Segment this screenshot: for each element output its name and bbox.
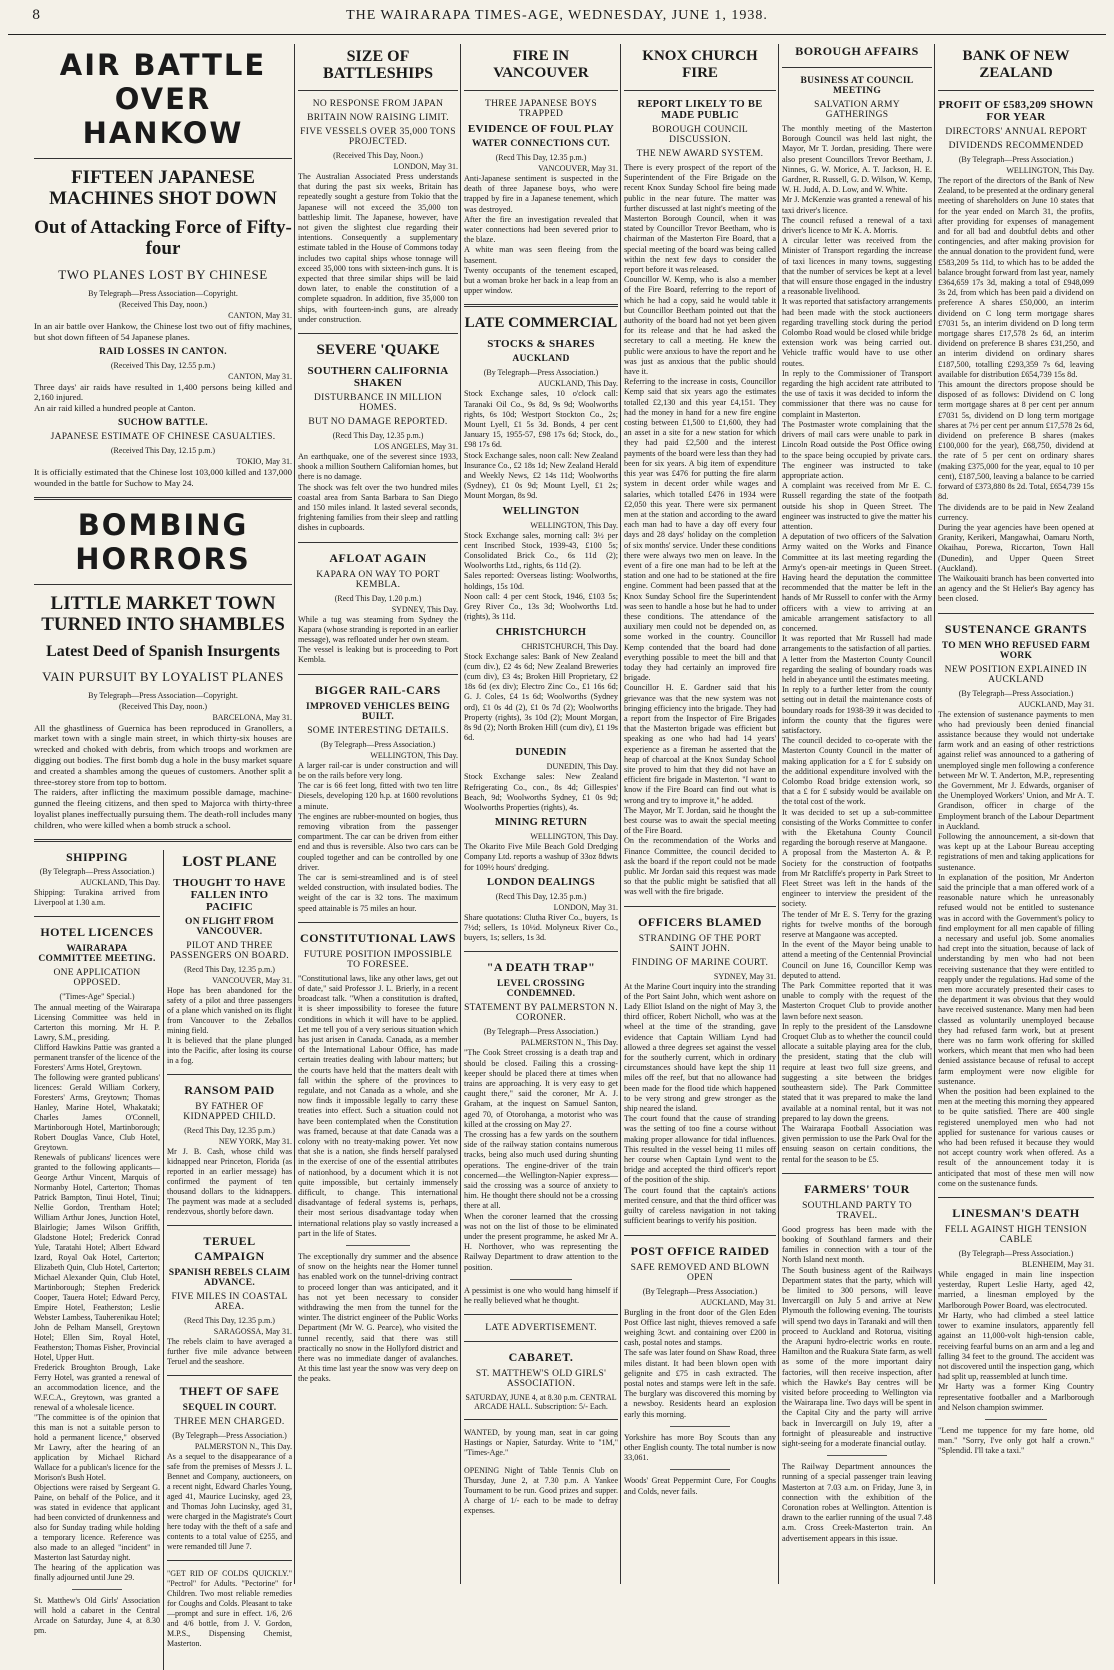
headline-severe-quake: SEVERE 'QUAKE [316, 342, 440, 359]
subhead: BY FATHER OF KIDNAPPED CHILD. [183, 1101, 276, 1122]
subhead: THREE MEN CHARGED. [174, 1416, 285, 1427]
paragraph: It was reported that Mr Russell had made arrangements to the satisfaction of all parties. [782, 634, 932, 654]
subhead: IMPROVED VEHICLES BEING BUILT. [306, 701, 450, 722]
subhead: SPANISH REBELS CLAIM ADVANCE. [168, 1267, 291, 1288]
divider [782, 1173, 932, 1174]
divider [298, 90, 458, 91]
dateline: WELLINGTON, This Day. [530, 832, 618, 842]
paragraph: Mr J. B. Cash, whose child was kidnapped near Princeton, Florida (as reported in an earlier message) has confirmed the payment of ten thousand dollars to the kidnappers. The payment was made at a secluded rendezvous, shortly before dawn. [167, 1146, 292, 1216]
column-1a [34, 850, 160, 1670]
dateline: NEW YORK, May 31. [218, 1136, 292, 1146]
subhead: THE NEW AWARD SYSTEM. [636, 149, 764, 159]
headline-shipping: SHIPPING [65, 849, 128, 864]
paragraph: The South business agent of the Railways Department states that the party, which will be limited to 300 persons, will leave Invercargill on July 5 and arrive at New Plymouth the following evening. The tourists will spend two days in Taranaki and will then proceed to Auckland and Rotorua, visiting the Arapuni hydro-electric works en route. Hamilton and the Ruakura State farm, as well as some of the more important dairy factories, will then receive inspection, after which the Hawke's Bay centres will be visited before proceeding to Wellington via the Wairarapa line. Two days will be spent in the Capital City and the party will arrive back in Invercargill on July 19, after a fortnight of pleasureable and instructive sight-seeing for a moderate financial outlay. [782, 1265, 932, 1448]
paragraph: "Lend me tuppence for my fare home, old man." "Sorry, I've only got half a crown." "Splendid. I'll take a taxi." [938, 1425, 1094, 1456]
headline-borough-affairs: BOROUGH AFFAIRS [795, 44, 919, 58]
divider [298, 922, 458, 923]
paragraph: When the position had been explained to the men at the meeting this morning they appeared to be quite satisfied. There are 400 single registered unemployed men who had not applied for sustenance for various causes or who had been refused it because they would not accept country work when offered. As a result of the announcement today it is anticipated that most of these men will now come on the sustenance funds. [938, 1087, 1094, 1188]
paragraph: Stock Exchange sales, noon call: New Zealand Insurance Co., £2 18s 1d; New Zealand Herald and Weekly News, £2 14s 11d; Woolworths (Sydney), £1 0s 9d; Mount Lyell, £1 2s; Mount Morgan, 8s 9d. [464, 450, 618, 501]
subhead: FIFTEEN JAPANESE MACHINES SHOT DOWN [49, 167, 277, 209]
byline: (Received This Day, 12.55 p.m.) [110, 360, 216, 370]
byline: (By Telegraph—Press Association.) [958, 155, 1074, 164]
paragraph: Councillor H. E. Gardner said that his grievance was that the new system was not bringing efficiency into the brigade. They had a report from the Inspector of Fire Brigades that the Masterton brigade was efficient but speaking as one who had had 14 years' experience as a fireman he asserted that the heap of charcoal at the Knox Sunday School site proved to him that they did not have an efficient fire brigade in Masterton. "I want to know if the Fire Board can find out what is wrong and try to improve it," he added. [624, 683, 776, 805]
subhead: SUCHOW BATTLE. [118, 417, 208, 428]
subhead: THOUGHT TO HAVE FALLEN INTO PACIFIC [173, 876, 286, 913]
paragraph: Sales reported: Overseas listing: Woolworths, holdings, 15s 10d. [464, 571, 618, 591]
dateline: LONDON, May 31. [553, 902, 618, 912]
byline: (By Telegraph—Press Association.) [958, 688, 1074, 698]
dateline: CHRISTCHURCH, This Day. [521, 641, 618, 651]
paragraph: Councillor W. Kemp, who is also a member of the Fire Board, referring to the report of which he had a copy, said he would table it but Councillor Beetham pointed out that the authority of the board had not yet been given for its release and that he had asked the secretary to call a meeting. He knew the public were anxious to have the report and he was just as anxious that the public should have it. [624, 275, 776, 377]
paragraph: The Park Committee reported that it was unable to comply with the request of the Masterton Croquet Club to provide another lawn before next season. [782, 981, 932, 1021]
byline: (By Telegraph—Press Association.) [172, 1430, 287, 1440]
paragraph: The Railway Department announces the running of a special passenger train leaving Masterton at 7.03 a.m. on Friday, June 3, in connection with the exhibition of the Coronation robes at Wellington. Attention is drawn to the earlier running of the usual 7.48 a.m. Cross Creek-Masterton train. An advertisement appears in this issue. [782, 1462, 932, 1543]
byline: (Recd This Day, 12.35 p.m.) [184, 1315, 275, 1325]
subhead: MINING RETURN [494, 817, 588, 829]
subhead: EVIDENCE OF FOUL PLAY [467, 123, 615, 135]
paragraph: The council decided to co-operate with the Masterton County Council in the matter of making application for a £ for £ subsidy on the additional expenditure involved with the Colombo Road bridge extension work, so that a £ for £ subsidy would be available on the total cost of the work. [782, 736, 932, 807]
paragraph: Burgling in the front door of the Glen Eden Post Office last night, thieves removed a safe weighing 3cwt. and containing over £200 in cash, postal notes and stamps. [624, 1307, 776, 1348]
column-5 [782, 44, 932, 1584]
byline: (By Telegraph—Press Association.) [483, 1027, 599, 1037]
paragraph: The vessel is leaking but is proceeding to Port Kembla. [298, 645, 458, 665]
paragraph: The report of the directors of the Bank of New Zealand, to be presented at the ordinary general meeting of shareholders on June 10 states that for the year ended on March 31, the profits, after providing for expenses of management and for all bad and doubtful debts and other contingencies, and after making provision for the annual donation to the provident fund, were £583,209 5s 11d, to which has to be added the balance brought forward from last year, namely £364,659 17s 3d, making a total of £948,099 3s 2d, from which has been paid a dividend on preference A shares £50,000, an interim dividend on C long term mortgage shares £7031 5s, an interim dividend on D long term mortgage shares £17,578 2s 6d, an interim dividend on preference B shares £31,250, and an interim dividend on ordinary shares £187,500, totalling £293,359 7s 6d, leaving available for distribution £654,739 15s 8d. [938, 176, 1094, 379]
byline: (Received This Day, noon.) [119, 701, 207, 711]
subhead: BUT NO DAMAGE REPORTED. [308, 417, 448, 428]
paragraph: The engines are rubber-mounted on bogies, thus removing vibration from the passenger compartment. The car can be driven from either end and thus is reversible. Also two cars can be coupled together and can be controlled by one driver. [298, 811, 458, 872]
divider [464, 1341, 618, 1342]
paragraph: It is officially estimated that the Chinese lost 103,000 killed and 137,000 wounded in the battle for Suchow to May 24. [34, 466, 292, 488]
paragraph: The safe was later found on Shaw Road, three miles distant. It had been blown open with gelignite and £75 in cash extracted. The postal notes and stamps were left in the safe. The burglary was discovered this morning by a newsboy. Residents heard an explosion early this morning. [624, 1348, 776, 1419]
subhead: RAID LOSSES IN CANTON. [99, 346, 227, 357]
paragraph: The council refused a renewal of a taxi driver's licence to Mr K. A. Morris. [782, 215, 932, 236]
divider [985, 1419, 1047, 1420]
column-3 [464, 44, 618, 1584]
divider [464, 1419, 618, 1420]
dateline: LOS ANGELES, May 31. [374, 442, 458, 452]
headline-late-commercial: LATE COMMERCIAL [464, 315, 618, 332]
paragraph: "The committee is of the opinion that this man is not a suitable person to hold a permanent licence," observed Mr Lawry, after the hearing of an application by Michael Richard Wallace for a publican's licence for the Morison's Bush Hotel. [34, 1412, 160, 1482]
divider [464, 951, 618, 952]
subhead: STATEMENT BY PALMERSTON N. CORONER. [464, 1003, 618, 1024]
divider [464, 1314, 618, 1315]
paragraph: An earthquake, one of the severest since 1933, shook a million Southern Californian homes, but there is no damage. [298, 452, 458, 482]
subhead: AUCKLAND [512, 354, 570, 365]
paragraph: In explanation of the position, Mr Anderton said the principle that a man offered work of a reasonable nature which he unreasonably refused would not be entitled to sustenance was in accord with the Government's policy to find employment for all men capable of filling a necessary and useful job. Some anomalies had crept into the situation, because of lack of understanding by men who had not been receiving sustenance that they were entitled to reapply under the regulations. Had some of the men more accurately presented their cases to the department it was obvious that they would have received sustenance. Many men had been classed as voluntarily unemployed because they had refused farm work, but at present there was no farm work offering for skilled workers, which meant that men who had been denied assistance because of refusal to accept farm employment were now eligible for sustenance. [938, 872, 1094, 1086]
divider [298, 542, 458, 543]
subhead: PILOT AND THREE PASSENGERS ON BOARD. [170, 940, 289, 961]
dateline: SYDNEY, This Day. [391, 604, 458, 614]
paragraph: In reply to the president of the Lansdowne Croquet Club as to whether the council could allocate a suitable playing area for the club, the president, stating that the club will require at least two full size greens, and suggesting a site between the bridges southeastern side). The Park Committee stated that it was prepared to make the land available at a nominal rental, but it was not prepared to lay down the greens. [782, 1021, 932, 1123]
paragraph: Anti-Japanese sentiment is suspected in the death of three Japanese boys, who were trapped by fire in a Japanese tenement, which was destroyed. [464, 174, 618, 214]
dateline: AUCKLAND, This Day. [80, 877, 160, 887]
subhead: BRITAIN NOW RAISING LIMIT. [307, 113, 449, 123]
paragraph: All the ghastliness of Guernica has been reproduced in Granollers, a market town with a single main street, in which thirty-six houses are wrecked and choked with debris, from which troops and workmen are digging out bodies. The first bomb dug a hole in the busy market square and created a shambles among the queues of customers. Another split a three-storey store from top to bottom. [34, 722, 292, 787]
paragraph: The exceptionally dry summer and the absence of snow on the heights near the Homer tunnel has enabled work on the tunnel-driving contract to proceed longer than was anticipated, and it has not yet been necessary to consider withdrawing the men from the tunnel for the winter. The district engineer of the Public Works Department (Mr W. G. Pearce), who visited the tunnel recently, said that there was still practically no snow in the Hollyford district and there was no immediate danger of avalanches. At this time last year the snow was very deep on the peaks. [298, 1252, 458, 1384]
paragraph: It was reported that satisfactory arrangements had been made with the stock auctioneers regarding travelling stock during the period Colombo Road would be closed while bridge extension work was being carried out. Vehicle traffic would have to use other routes. [782, 297, 932, 368]
subhead: DIVIDENDS RECOMMENDED [948, 141, 1084, 151]
dateline: LONDON, May 31. [393, 162, 458, 171]
paragraph: The car is 66 feet long, fitted with two ten litre Diesels, developing 120 h.p. at 1600 revolutions a minute. [298, 781, 458, 811]
column-1 [34, 44, 292, 1648]
paragraph: Stock Exchange sales, morning call: 3½ per cent Inscribed Stock, 1939-43, £100 5s; Consolidated Brick Co., 6s 11d (2); Woolworths Ltd., rights, 6s 11d (2). [464, 530, 618, 571]
paragraph: A deputation of two officers of the Salvation Army waited on the Works and Finance Committee at its last meeting regarding the Army's open-air meetings in Queen Street. Having heard the deputation the committee recommended that the matter be left in the hands of Mr Russell to confer with the Army officers with a view to arriving at an amicable arrangement satisfactory to all concerned. [782, 532, 932, 633]
advertisement: SATURDAY, JUNE 4, at 8.30 p.m. CENTRAL ARCADE HALL. Subscription: 5/- Each. [465, 1393, 617, 1412]
divider [670, 1426, 731, 1427]
page-number: 8 [32, 8, 41, 23]
subhead: STRANDING OF THE PORT SAINT JOHN. [638, 933, 762, 954]
headline-teruel: TERUEL CAMPAIGN [194, 1233, 265, 1263]
masthead [8, 8, 1106, 35]
divider [938, 90, 1094, 91]
paragraph: The following were granted publicans' licences: Gerald William Corkery, Foresters' Arms, Greytown; Thomas Hanley, Marine Hotel, Whakataki; Charles James O'Connell, Martinborough Hotel, Martinborough; Robert Douglas Vance, Club Hotel, Greytown. [34, 1072, 160, 1152]
byline: (By Telegraph—Press Association.) [483, 368, 599, 378]
byline: (By Telegraph—Press Association.) [39, 866, 155, 876]
subhead: REPORT LIKELY TO BE MADE PUBLIC [637, 99, 763, 121]
divider [624, 90, 776, 91]
subhead: LEVEL CROSSING CONDEMNED. [497, 979, 585, 1000]
column-rule [620, 44, 621, 1584]
paragraph: Stock Exchange sales: Bank of New Zealand (cum div.), £2 4s 6d; New Zealand Breweries (cum div), £3 4s; Broken Hill Proprietary, £2 18s 6d (ex div); Electro Zinc Co., £1 16s 6d; G. J. Coles, £4 1s 6d; Woolworths (Sydney ord), £1 0s 4d (2), £1 0s 7d (2); Woolworths Property (rights), 3s 10d (2); Mount Morgan, 8s 9d (2); North Broken Hill (cum div), £1 19s 6d. [464, 651, 618, 743]
byline: (Recd This Day, 12.35 p.m.) [495, 153, 587, 162]
subhead: FUTURE POSITION IMPOSSIBLE TO FORESEE. [303, 949, 453, 970]
paragraph: Frederick Broughton Brough, Lake Ferry Hotel, was granted a renewal of an accommodation licence, and the W.F.C.A., Greytown, was granted a renewal of a wholesale licence. [34, 1362, 160, 1412]
headline-farmers-tour: FARMERS' TOUR [804, 1181, 910, 1196]
headline-rail-cars: BIGGER RAIL-CARS [315, 682, 441, 697]
paragraph: A larger rail-car is under construction and will be on the rails before very long. [298, 760, 458, 780]
subhead: SOME INTERESTING DETAILS. [307, 725, 449, 736]
divider [510, 1279, 572, 1280]
headline-fire-vancouver: FIRE IN VANCOUVER [493, 48, 589, 81]
paragraph: Three days' air raids have resulted in 1,400 persons being killed and 2,160 injured. [34, 381, 292, 403]
paragraph: The dividends are to be paid in New Zealand currency. [938, 502, 1094, 522]
dateline: BARCELONA, May 31. [212, 712, 292, 722]
divider [34, 916, 160, 917]
paragraph: On the recommendation of the Works and Finance Committee, the council decided to ask the board if the report could not be made public. Mr Jordan said this request was made so that the public might be satisfied that all was well with the fire brigade. [624, 836, 776, 897]
paragraph: While a tug was steaming from Sydney the Kapara (whose stranding is reported in an earlier message), was refloated under her own steam. [298, 614, 458, 645]
paragraph: A letter from the Masterton County Council regarding the sealing of boundary roads was held in abeyance until the estimates meeting. [782, 654, 932, 684]
dateline: SYDNEY, May 31. [713, 971, 776, 981]
byline: (Recd This Day, 12.35 p.m.) [332, 431, 424, 441]
paragraph: Noon call: 4 per cent Stock, 1946, £103 5s; Grey River Co., 13s 3d; Woolworths Ltd. (rights), 3s 11d. [464, 591, 618, 622]
paragraph: As a sequel to the disappearance of a safe from the premises of Messrs J. L. Bennet and Company, auctioneers, on a recent night, Edward Charles Young, aged 41, Maurice Lucinsky, aged 23, and Thomas John Lucinsky, aged 31, were charged in the Magistrate's Court here today with the theft of a safe and contents to a total value of £255, and were remanded till June 7. [167, 1451, 292, 1551]
headline-post-office-raided: POST OFFICE RAIDED [630, 1243, 770, 1258]
paragraph: The annual meeting of the Wairarapa Licensing Committee was held in Carterton this morning. Mr H. P. Lawry, S.M., presiding. [34, 1002, 160, 1042]
divider [298, 333, 458, 334]
divider [167, 1074, 292, 1075]
headline-theft-of-safe: THEFT OF SAFE [179, 1383, 280, 1398]
paragraph: During the year agencies have been opened at Granity, Kerikeri, Mangawhai, Oamaru North, Okaihau, Porewa, Riccarton, Town Hall (Dunedin), and Upper Queen Street (Auckland). [938, 522, 1094, 573]
paragraph: A pessimist is one who would hang himself if he really believed what he thought. [464, 1285, 618, 1306]
paragraph: At the Marine Court inquiry into the stranding of the Port Saint John, which went ashore on Lady Elliot Island on the night of May 3, the third officer, Robert Nicholl, who was at the wheel at the time of the stranding, gave evidence that Captain William Lynd had allowed a three degrees set against the vessel for the southerly current, which in ordinary circumstances should have kept the ship 11 miles off the reef, but that no allowance had been made for the flood tide which happened to be very strong and grew stronger as the ship neared the island. [624, 981, 776, 1114]
headline-linesmans-death: LINESMAN'S DEATH [952, 1206, 1080, 1221]
subhead: KAPARA ON WAY TO PORT KEMBLA. [316, 569, 440, 590]
subhead: BOROUGH COUNCIL DISCUSSION. [651, 125, 749, 145]
paragraph: This amount the directors propose should be disposed of as follows: Dividend on C long term mortgage shares at 8 per cent per annum £7031 5s, dividend on D long term mortgage shares at 7½ per cent per annum £17,578 2s 6d, dividend on preference B shares (makes £100,000 for the year), £68,750, dividend at the rate of 5 per cent on ordinary shares (making £375,000 for the year, equal to 10 per cent), £187,500, leaving a balance to be carried forward of £373,880 8s 2d. Total, £654,739 15s 8d. [938, 380, 1094, 502]
byline: (Received This Day, noon.) [119, 300, 207, 309]
dateline: WELLINGTON, This Day. [1006, 166, 1094, 175]
subhead: SOUTHERN CALIFORNIA SHAKEN [307, 365, 449, 390]
divider [624, 906, 776, 907]
dateline: SARAGOSSA, May 31. [213, 1326, 292, 1336]
column-rule [934, 44, 935, 1584]
paragraph: The hearing of the application was finally adjourned until June 29. [34, 1562, 160, 1582]
divider [34, 497, 292, 500]
dateline: AUCKLAND, May 31. [1018, 699, 1094, 709]
dateline: WELLINGTON, This Day. [370, 750, 458, 760]
paragraph: The crossing has a few yards on the southern side of the railway station contains numerous tracks, being also much used during shunting operations. The engine-driver of the train concerned—the Wellington-Napier express—said the crossing was a source of anxiety to him. He thought there should not be a crossing there at all. [464, 1129, 618, 1211]
column-rule [163, 850, 164, 1670]
divider [938, 1197, 1094, 1198]
paragraph: The monthly meeting of the Masterton Borough Council was held last night, the Mayor, Mr T. Jordan, presiding. There were also present Councillors Trevor Beetham, J. Ninnes, G. W. Morice, A. T. Jackson, H. E. Gardner, R. Russell, G. D. Wilson, W. Kemp, W. H. Judd, A. D. Low, and W. White. [782, 124, 932, 195]
headline-bombing: BOMBING HORRORS [75, 507, 251, 576]
paragraph: There is every prospect of the report of the Superintendent of the Fire Brigade on the recent Knox Sunday School fire being made public in the near future. The matter was further discussed at last night's meeting of the Masterton Borough Council, when it was stated by Councillor Trevor Beetham, who is chairman of the Masterton Fire Board, that a special meeting of the board was being called within the next few days to consider the report before it was released. [624, 163, 776, 275]
subhead: LATE ADVERTISEMENT. [485, 1323, 597, 1334]
paragraph: In reply to the Commissioner of Transport regarding the high accident rate attributed to the use of taxis it was decided to inform the commissioner that there was no cause for complaint in Masterton. [782, 368, 932, 419]
headline-sustenance-grants: SUSTENANCE GRANTS [944, 621, 1088, 636]
dateline: PALMERSTON N., This Day. [194, 1441, 292, 1451]
subhead: DUNEDIN [515, 747, 567, 759]
paragraph: Yorkshire has more Boy Scouts than any other English county. The total number is now 33,061. [624, 1432, 776, 1463]
subhead: Out of Attacking Force of Fifty-four [34, 217, 292, 259]
subhead: CHRISTCHURCH [495, 626, 587, 638]
headline-afloat-again: AFLOAT AGAIN [329, 550, 427, 565]
paragraph: In reply to a further letter from the county setting out in detail the maintenance costs of boundary roads for 1938-39 it was decided to inform the county that the figures were satisfactory. [782, 685, 932, 735]
paragraph: The rebels claim to have averaged a further five mile advance between Teruel and the seashore. [167, 1336, 292, 1366]
divider [670, 1469, 731, 1470]
dateline: VANCOUVER, May 31. [212, 975, 292, 985]
paragraph: Clifford Hawkins Pattie was granted a permanent transfer of the licence of the Foresters' Arms Hotel, Greytown. [34, 1042, 160, 1072]
paragraph: The Wairarapa Football Association was given permission to use the Park Oval for the ensuing season on certain conditions, the rental for the season to be £5. [782, 1123, 932, 1164]
paragraph: Stock Exchange sales: New Zealand Refrigerating Co., con., 8s 4d; Gillespies' Beach, 9d; Woolworths Sydney, £1 0s 9d; Woolworths Properties (rights), 4s. [464, 772, 618, 812]
divider [782, 67, 932, 68]
paragraph: When the coroner learned that the crossing was not on the list of those to be eliminated under the present programme, he asked Mr A. H. Northover, who was representing the Railway Department to draw attention to the position. [464, 1211, 618, 1272]
subhead: LONDON DEALINGS [486, 876, 596, 888]
divider [167, 1375, 292, 1376]
paragraph: Good progress has been made with the booking of Southland farmers and their families in connection with a tour of the North Island next month. [782, 1224, 932, 1265]
headline-knox-church-fire: KNOX CHURCH FIRE [642, 48, 758, 81]
subhead: SALVATION ARMY GATHERINGS [814, 100, 900, 120]
paragraph: Following the announcement, a sit-down that was kept up at the Labour Bureau accepting registrations of men and taking applications for sustenance. [938, 831, 1094, 872]
divider [298, 674, 458, 675]
dateline: VANCOUVER, May 31. [538, 164, 618, 173]
subhead: NEW POSITION EXPLAINED IN AUCKLAND [944, 664, 1088, 685]
subhead: SOUTHLAND PARTY TO TRAVEL. [802, 1200, 912, 1221]
byline: By Telegraph—Press Association—Copyright. [88, 289, 238, 298]
subhead: TO MEN WHO REFUSED FARM WORK [941, 640, 1091, 661]
paragraph: Stock Exchange sales, 10 o'clock call: Taranaki Oil Co., 9s 8d, 9s 9d; Woolworths rights, 6s 10d; Westport Stockton Co., 2s; Mount Lyell, £1 5s 3d. Bonds, 4 per cent January 15, 1955-57, £98 17s 6d; Stock, do., £98 17s 6d. [464, 389, 618, 450]
divider [464, 90, 618, 91]
paragraph: The shock was felt over the two hundred miles coastal area from Santa Barbara to San Diego and 150 miles inland. It lasted several seconds, frightening families from their sleep and rattling dishes in cupboards. [298, 482, 458, 533]
subhead: THREE JAPANESE BOYS TRAPPED [485, 99, 597, 119]
byline: (Recd This Day, 1.20 p.m.) [334, 593, 422, 603]
column-1b [167, 850, 292, 1670]
paragraph: The raiders, after inflicting the maximum possible damage, machine-gunned the fleeing citizens, and then sped to Majorca with thirty-three loyalist planes ineffectually pursuing them. The death-roll includes many children, who were killed when a bomb struck a school. [34, 787, 292, 830]
dateline: CANTON, May 31. [228, 311, 292, 320]
advertisement: "GET RID OF COLDS QUICKLY." "Pectrol" for Adults. "Pectorine" for Children. Two most reliable remedies for Coughs and Colds. Pleasant to take—prompt and sure in effect. 1/6, 2/6 and 4/6 bottle, from J. V. Gordon, M.P.S., Dispensing Chemist, Masterton. [167, 1568, 292, 1648]
paragraph: While engaged in main line inspection yesterday, Rupert Leslie Harty, aged 42, married, a linesman employed by the Marlborough Power Board, was electrocuted. [938, 1270, 1094, 1310]
byline: (By Telegraph—Press Association.) [958, 1249, 1074, 1259]
subhead: DIRECTORS' ANNUAL REPORT [945, 127, 1087, 137]
paragraph: Renewals of publicans' licences were granted to the following applicants—George Arthur Vincent, Marquis of Normanby Hotel, Carterton; Thomas Patrick Bampton, Tinui Hotel, Tinui; Nellie Gordon, Trentham Hotel; William Arthur Jones, Junction Hotel, Blairlogie; James Wilson Griffith, Gladstone Hotel; Frederick Conrad Yule, Taratahi Hotel; Albert Edward Izard, Royal Oak Hotel, Carterton; Elizabeth Quin, Club Hotel, Carterton; Michael Alexander Quin, Club Hotel, Martinborough; Stephen Frederick Cooper, Tauera Hotel; Edward Percy, Empire Hotel, Featherston; Leslie Webster Lambess, Tauherenikau Hotel; John de Pelham Mansell, Greytown Hotel; Ellen Sim, Royal Hotel, Featherston; Thomas Fisher, Provincial Hotel, Upper Hutt. [34, 1152, 160, 1362]
paragraph: "The Cook Street crossing is a death trap and should be closed. Failing this a crossing-keeper should be placed there at times when trains are approaching. It is very easy to get caught there," said the coroner, Mr A. J. Graham, at the inquest on Samuel Santon, aged 70, of Otorohanga, a motorist who was killed at the crossing on May 27. [464, 1048, 618, 1129]
byline: (Recd This Day, 12.35 p.m.) [495, 891, 587, 901]
column-rule [778, 44, 779, 1584]
paragraph: The Waikouaiti branch has been converted into an agency and the St Helier's Bay agency has been closed. [938, 573, 1094, 604]
subhead: FINDING OF MARINE COURT. [631, 957, 769, 968]
divider [167, 1225, 292, 1226]
paragraph: An air raid killed a hundred people at Canton. [34, 403, 196, 414]
byline: (Received This Day, Noon.) [333, 151, 423, 160]
paragraph: Mr Harty was a former King Country representative footballer and a Marlborough and Nelson champion swimmer. [938, 1382, 1094, 1412]
byline: (Recd This Day, 12.35 p.m.) [184, 964, 275, 974]
subhead: WELLINGTON [502, 505, 580, 517]
subhead: Latest Deed of Spanish Insurgents [46, 642, 280, 660]
divider [938, 613, 1094, 614]
paragraph: The Mayor, Mr T. Jordan, said he thought the best course was to await the special meeting of the Fire Board. [624, 805, 776, 836]
newspaper-title: THE WAIRARAPA TIMES-AGE, WEDNESDAY, JUNE 1, 1938. [346, 8, 768, 23]
paragraph: The tender of Mr E. S. Terry for the grazing rights for twelve months of the borough reserve at Mangaone was accepted. [782, 909, 932, 940]
divider [167, 1560, 292, 1561]
headline-cabaret: CABARET. [508, 1350, 574, 1365]
paragraph: Objections were raised by Sergeant G. Paine, on behalf of the Police, and it was stated in evidence that applicant had been convicted of drunkenness and also for Sunday trading while holding a temporary licence. Reference was also made to an alleged "incident" in Masterton last Saturday night. [34, 1482, 160, 1562]
divider [827, 1455, 887, 1456]
dateline: CANTON, May 31. [228, 371, 292, 381]
column-4 [624, 44, 776, 1584]
subhead: ON FLIGHT FROM VANCOUVER. [185, 916, 274, 937]
paragraph: Twenty occupants of the tenement escaped, but a woman broke her back in a leap from an upper window. [464, 265, 618, 296]
subhead: FIVE MILES IN COASTAL AREA. [171, 1291, 288, 1312]
divider [464, 304, 618, 307]
subhead: LITTLE MARKET TOWN TURNED INTO SHAMBLES [41, 592, 285, 635]
paragraph: Hope has been abandoned for the safety of a pilot and three passengers of a plane which vanished on its flight from Vancouver to the Zeballos mining field. [167, 985, 292, 1035]
paragraph: A white man was seen fleeing from the basement. [464, 245, 618, 265]
subhead: STOCKS & SHARES [487, 338, 595, 351]
paragraph: Referring to the increase in costs, Councillor Kemp said that six years ago the estimates totalled £2,130 and this year £4,151. They had the money in hand for a new fire engine costing between £1,500 to £1,600, they had an asset in a site for a new station for which they had paid £2,500 and the interest payments of the board were less than they had been for six years. A big item of expenditure this year was £476 for putting the fire alarm system in decent order while wages and salaries, which totalled £476 in 1934 were £2,050 this year. There were six permanent men at the station and according to the award each man had to have a day off every four days and 28 days' holiday on the completion of six months' service. Under these conditions there were always two men on leave. In the event of a fire one man had to be left at the station and one had to be stationed at the fire engine. Comment had been passed that at the Knox Sunday School fire the Superintendent was seen to handle a hose but he had to under these conditions. The attendance of the auxiliary men could not be depended on, as some worked in the country. Councillor Kemp contended that the board had done everything possible to meet the bill and that today they had certainly an improved fire brigade. [624, 377, 776, 683]
subhead: SEQUEL IN COURT. [182, 1402, 277, 1413]
subhead: NO RESPONSE FROM JAPAN [312, 99, 444, 109]
byline: (By Telegraph—Press Association.) [320, 739, 436, 749]
subhead: PROFIT OF £583,209 SHOWN FOR YEAR [938, 99, 1094, 123]
column-rule [460, 44, 461, 1584]
paragraph: Mr Harty, who had climbed a steel lattice tower to examine insulators, apparently fell against an 11,000-volt high-tension cable, receiving fearful burns on an arm and a leg and falling 34 feet to the ground. The accident was not discovered until the inspection gang, which had split up, reassembled at lunch time. [938, 1310, 1094, 1382]
headline-ransom-paid: RANSOM PAID [184, 1082, 275, 1097]
paragraph: In an air battle over Hankow, the Chinese lost two out of fifty machines, but shot down fifteen of 54 Japanese planes. [34, 321, 292, 342]
headline-death-trap: "A DEATH TRAP" [486, 960, 596, 975]
paragraph: Share quotations: Clutha River Co., buyers, 1s 7½d; sellers, 1s 10½d. Molyneux River Co., buyers, 1s; sellers, 1s 3d. [464, 912, 618, 943]
subhead: DISTURBANCE IN MILLION HOMES. [314, 393, 442, 414]
paragraph: A circular letter was received from the Minister of Transport regarding the increase of taxi licences in many towns, suggesting that the number of services be kept at a level that will ensure those engaged in the industry a reasonable livelihood. [782, 236, 932, 297]
subhead: WAIRARAPA COMMITTEE MEETING. [38, 943, 156, 964]
divider [624, 1235, 776, 1236]
paragraph: St. Matthew's Old Girls' Association will hold a cabaret in the Central Arcade on Saturday, June 4, at 8.30 pm. [34, 1595, 160, 1635]
headline-air-battle: AIR BATTLE OVER HANKOW [59, 48, 267, 150]
subhead: BUSINESS AT COUNCIL MEETING [800, 76, 914, 96]
paragraph: The court found that the cause of stranding was the setting of too fine a course without making proper allowance for tidal influences. This resulted in the vessel being 11 miles off her course when Captain Lynd went to the bridge and accepted the third officer's report of the position of the ship. [624, 1114, 776, 1185]
dateline: AUCKLAND, This Day. [538, 379, 618, 389]
headline-hotel-licences: HOTEL LICENCES [40, 924, 154, 939]
paragraph: In the event of the Mayor being unable to attend a meeting of the Centennial Provincial Council on June 16, Councillor Kemp was deputed to attend. [782, 940, 932, 980]
dateline: AUCKLAND, May 31. [700, 1297, 776, 1307]
subhead: FELL AGAINST HIGH TENSION CABLE [944, 1225, 1088, 1246]
dateline: TOKIO, May 31. [236, 456, 292, 466]
divider [346, 1245, 410, 1246]
divider [34, 584, 292, 585]
paragraph: The Australian Associated Press understands that during the past six weeks, Britain has repeatedly sought a gesture from Tokio that the Japanese will not exceed the 35,000 ton battleship limit. The Japanese, however, have not given the slightest clue regarding their intentions. Consequently a supplementary estimate tabled in the House of Commons today includes two capital ships whose tonnage will exceed 35,000 tons with sixteen-inch guns. It is expected that three similar ships will be laid down later, to enable the constitution of a complete squadron. In addition, five 35,000 ton ships, with fourteen-inch guns, are already under construction. [298, 172, 458, 324]
headline-constitutional-laws: CONSTITUTIONAL LAWS [300, 930, 456, 945]
paragraph: Shipping: Turakina arrived from Liverpool at 1.30 a.m. [34, 887, 160, 907]
byline: (Recd This Day, 12.35 p.m.) [184, 1125, 275, 1135]
paragraph: "Constitutional laws, like any other laws, get out of date," said Professor J. L. Brierly, in a recent broadcast talk. "When a constitution is drafted, it is sheer impossibility to foresee the future conditions in which it will have to be applied. Let me tell you of a very serious situation which has just arisen in Canada. Canada, as a member of the International Labour Office, has made certain treaties dealing with labour matters; but the courts have held that the matters dealt with fall within the sphere of the provinces to regulate, and not Canada as a whole, and she now finds it impossible legally to carry these treaties into effect. Such a situation could not have been contemplated when the Constitution was framed, because at that date Canada was a colony with no treaty-making power. Yet now that she is a nation, she finds herself paralysed in the exercise of one of the essential attributes of nationhood, by a document which it is not quite impossible, but certainly immensely difficult, to change. This international disadvantage of federal systems is, perhaps, their most serious disadvantage today when international relations play so vastly increased a part in the life of States. [298, 973, 458, 1238]
divider [72, 1589, 122, 1590]
paragraph: The car is semi-streamlined and is of steel welded construction, with insulated bodies. The weight of the car is 32 tons. The maximum speed attainable is 75 miles an hour. [298, 872, 458, 913]
paragraph: A proposal from the Masterton A. & P. Society for the construction of footpaths from Mr Ratcliffe's property in Park Street to Fleet Street was left in the hands of the engineer to interview the president of the society. [782, 848, 932, 909]
paragraph: Mr J. McKenzie was granted a renewal of his taxi driver's licence. [782, 195, 932, 215]
divider [34, 158, 292, 159]
dateline: DUNEDIN, This Day. [546, 762, 618, 772]
paragraph: The Okarito Five Mile Beach Gold Dredging Company Ltd. reports a washup of 33oz 8dwts for 109½ hours' dredging. [464, 842, 618, 872]
subhead: TWO PLANES LOST BY CHINESE [58, 267, 268, 282]
byline: ("Times-Age" Special.) [59, 991, 135, 1001]
headline-officers-blamed: OFFICERS BLAMED [638, 914, 762, 929]
headline-lost-plane: LOST PLANE [182, 853, 277, 870]
paragraph: The extension of sustenance payments to men who had previously been denied financial assistance because they would not undertake farm work and an easing of other restrictions against relief was announced to a gathering of unemployed single men following a conference between Mr W. T. Anderton, M.P., representing the Government, Mr J. Edwards, organiser of the Unemployed Workers' Union, and Mr A. T. Grandison, officer in charge of the Employment branch of the Labour Department in Auckland. [938, 709, 1094, 831]
byline: By Telegraph—Press Association—Copyright. [88, 690, 238, 700]
paragraph: The Postmaster wrote complaining that the drivers of mail cars were unable to park in Lincoln Road outside the Post Office owing to the space being occupied by private cars. The engineer was instructed to take appropriate action. [782, 419, 932, 480]
subhead: JAPANESE ESTIMATE OF CHINESE CASUALTIES. [50, 431, 276, 442]
paragraph: It was decided to set up a sub-committee consisting of the Works Committee to confer with the Eketahuna County Council regarding the borough reserve at Mangaone. [782, 807, 932, 848]
subhead: ST. MATTHEW'S OLD GIRLS' ASSOCIATION. [475, 1369, 607, 1390]
dateline: WELLINGTON, This Day. [530, 520, 618, 530]
headline-battleships: SIZE OF BATTLESHIPS [323, 48, 433, 82]
advertisement: Woods' Great Peppermint Cure, For Coughs and Colds, never fails. [624, 1476, 776, 1496]
column-6 [938, 44, 1094, 1584]
byline: (By Telegraph—Press Association.) [642, 1286, 758, 1296]
advertisement: WANTED, by young man, seat in car going Hastings or Napier, Saturday. Write to "1M," "Times-Age." [464, 1428, 618, 1458]
divider [34, 839, 292, 842]
paragraph: It is believed that the plane plunged into the Pacific, after losing its course in a fog. [167, 1035, 292, 1065]
subhead: SAFE REMOVED AND BLOWN OPEN [630, 1262, 770, 1283]
byline: (Received This Day, 12.15 p.m.) [110, 445, 216, 455]
headline-bank-of-new-zealand: BANK OF NEW ZEALAND [962, 48, 1070, 81]
column-1-lower [34, 850, 292, 1670]
paragraph: After the fire an investigation revealed that water connections had been severed prior to the blaze. [464, 214, 618, 245]
subhead: WATER CONNECTIONS CUT. [472, 139, 610, 149]
subhead: FIVE VESSELS OVER 35,000 TONS PROJECTED. [300, 127, 456, 147]
subhead: ONE APPLICATION OPPOSED. [53, 967, 141, 988]
advertisement: OPENING Night of Table Tennis Club on Thursday, June 2, at 7.30 p.m. A Yankee Tournament to be run. Good prizes and supper. A charge of 1/- each to be made to defray expenses. [464, 1466, 618, 1516]
subhead: VAIN PURSUIT BY LOYALIST PLANES [42, 668, 284, 684]
column-2 [298, 44, 458, 1584]
paragraph: The court found that the captain's actions merited censure, and that the third officer was guilty of careless navigation in not taking sufficient bearings to verify his position. [624, 1185, 776, 1226]
dateline: BLENHEIM, May 31. [1022, 1260, 1094, 1270]
column-rule [294, 44, 295, 1584]
dateline: PALMERSTON N., This Day. [520, 1038, 618, 1048]
paragraph: A complaint was received from Mr E. C. Russell regarding the state of the footpath outside his shop in Queen Street. The engineer was instructed to give the matter his attention. [782, 481, 932, 531]
